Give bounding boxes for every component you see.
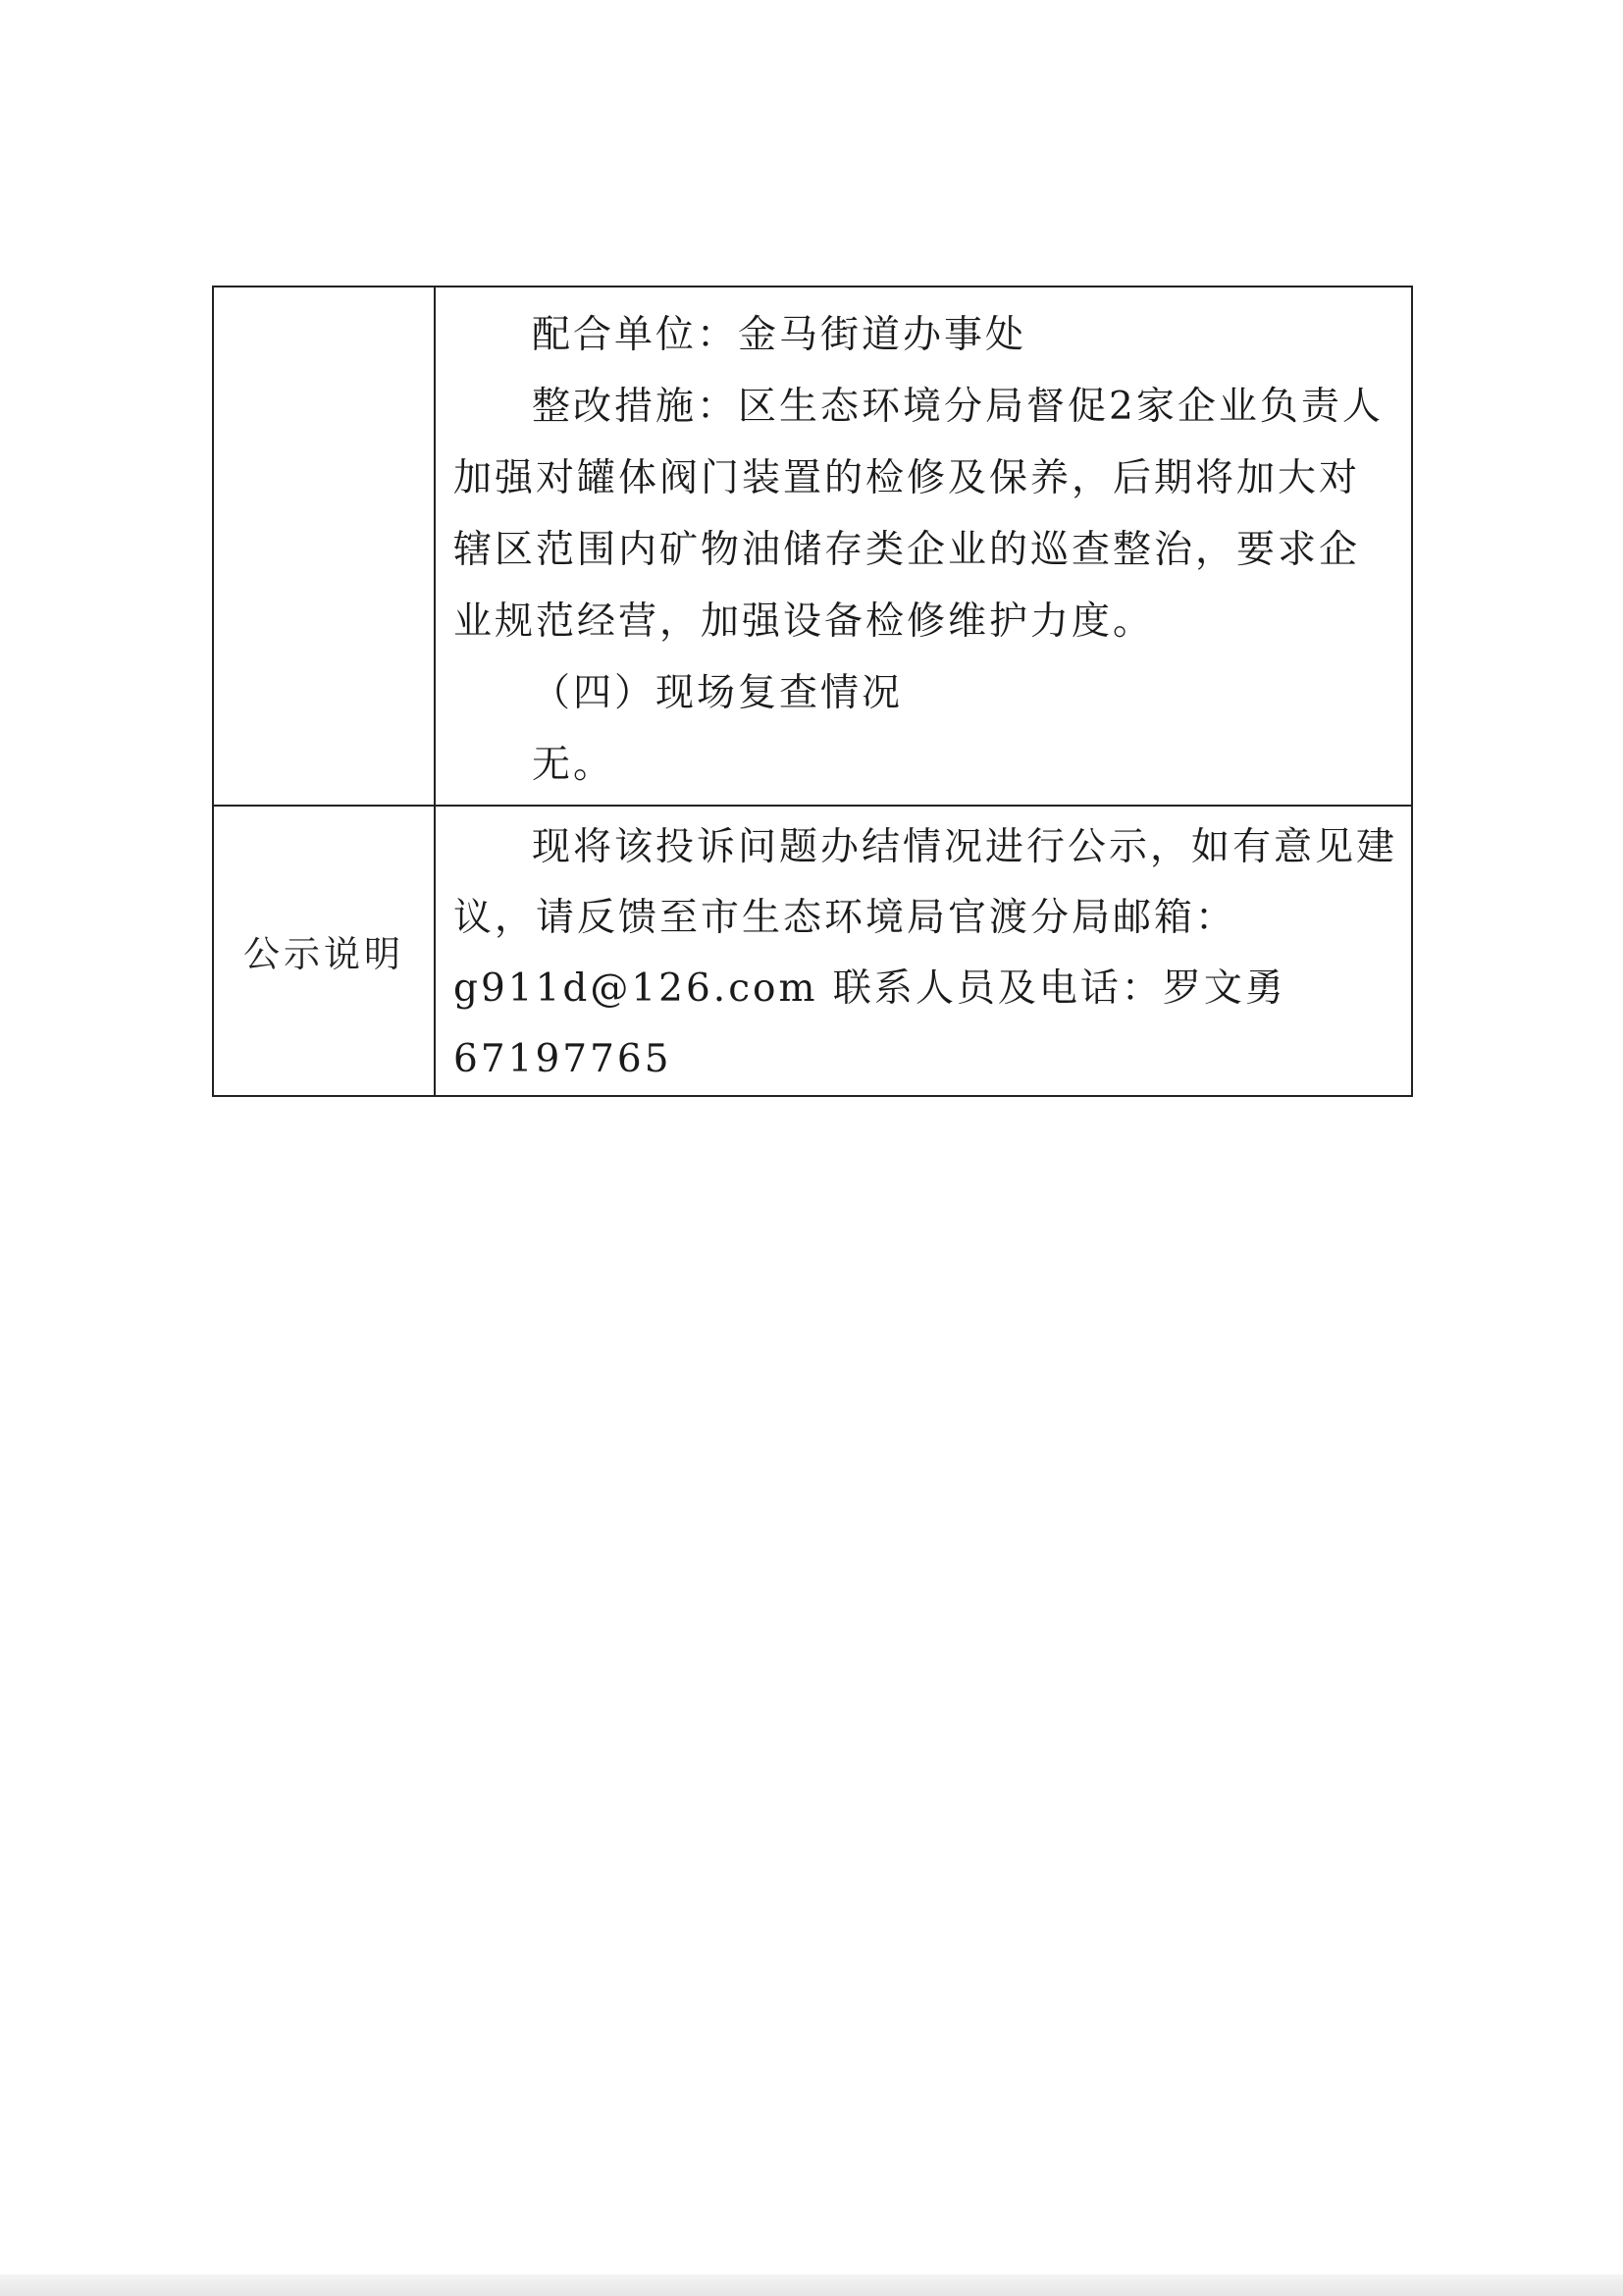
rectification-measures-paragraph: 整改措施：区生态环境分局督促2家企业负责人加强对罐体阀门装置的检修及保养，后期将加大对辖区范围内矿物油储存类企业的巡查整治，要求企业规范经营，加强设备检修维护力度。: [453, 385, 1384, 644]
publicity-notice-cell: [435, 806, 1412, 1096]
table-row: [213, 806, 1412, 1096]
cooperating-unit-line: 配合单位：金马街道办事处: [532, 313, 1027, 357]
publicity-notice-paragraph: 现将该投诉问题办结情况进行公示，如有意见建议，请反馈至市生态环境局官渡分局邮箱：: [453, 825, 1398, 940]
row-content-cell: [435, 287, 1412, 806]
complaint-table: [212, 286, 1413, 1097]
scan-bottom-edge: [0, 2274, 1623, 2296]
publicity-notice-label: 公示说明: [213, 806, 435, 1096]
review-result-line: 无。: [532, 743, 615, 787]
table-row: [213, 287, 1412, 806]
section-heading: （四）现场复查情况: [532, 671, 904, 715]
contact-line: g911d@126.com 联系人员及电话：罗文勇 67197765: [453, 966, 1286, 1081]
row-label-cell: [213, 287, 435, 806]
